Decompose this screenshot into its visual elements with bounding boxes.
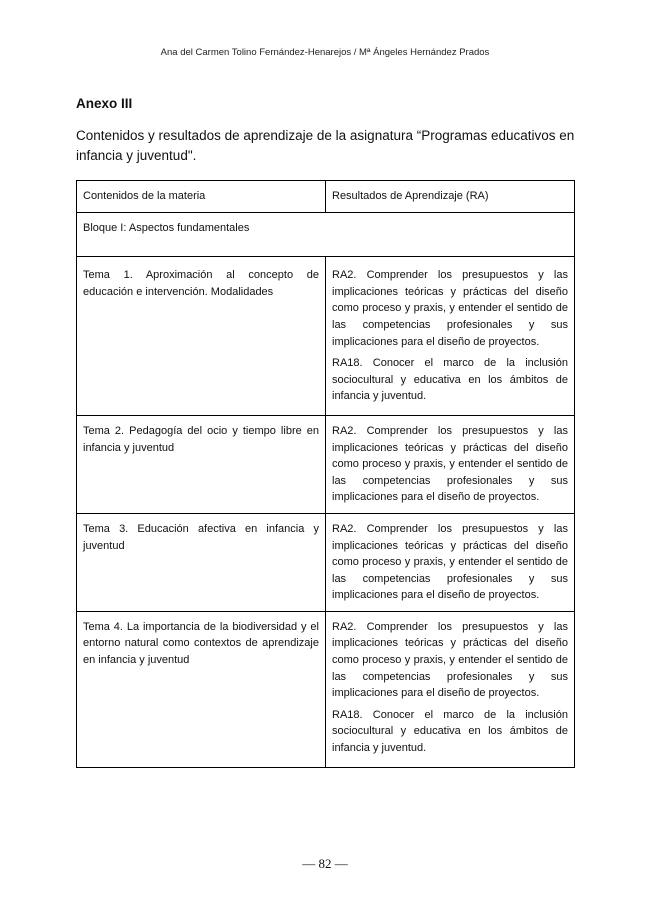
running-header: Ana del Carmen Tolino Fernández-Henarejos / Mª Ángeles Hernández Prados xyxy=(160,47,490,58)
outcome-text: RA18. Conocer el marco de la inclusión sociocultural y educativa en los ámbitos de infancia y juventud. xyxy=(332,357,568,403)
outcome-text: RA2. Comprender los presupuestos y las implicaciones teóricas y prácticas del diseño como proceso y praxis, y entender el sentido de las competencias profesionales y sus implicaciones para el diseño de proyectos. xyxy=(332,269,568,348)
table-row xyxy=(77,611,575,767)
topic-cell xyxy=(77,257,326,416)
table-row xyxy=(77,513,575,611)
block-row xyxy=(77,212,575,257)
column-header-contents: Contenidos de la materia xyxy=(77,181,326,213)
table-header-row xyxy=(77,181,575,213)
outcomes-cell xyxy=(326,611,575,767)
outcome-text: RA18. Conocer el marco de la inclusión sociocultural y educativa en los ámbitos de infancia y juventud. xyxy=(332,708,568,755)
outcomes-cell xyxy=(326,257,575,416)
table-row xyxy=(77,257,575,416)
topic-cell xyxy=(77,415,326,513)
block-label: Bloque I: Aspectos fundamentales xyxy=(77,212,575,257)
contents-table xyxy=(76,180,575,768)
outcome-text: RA2. Comprender los presupuestos y las implicaciones teóricas y prácticas del diseño como proceso y praxis, y entender el sentido de las competencias profesionales y sus implicaciones para el diseño de proyectos. xyxy=(332,424,568,504)
topic-text: Tema 2. Pedagogía del ocio y tiempo libre en infancia y juventud xyxy=(83,424,319,454)
outcomes-cell xyxy=(326,415,575,513)
topic-cell xyxy=(77,513,326,611)
table-row xyxy=(77,415,575,513)
outcome-text: RA2. Comprender los presupuestos y las implicaciones teóricas y prácticas del diseño como proceso y praxis, y entender el sentido de las competencias profesionales y sus implicaciones para el diseño de proyectos. xyxy=(332,620,568,700)
topic-cell xyxy=(77,611,326,767)
table-caption: Contenidos y resultados de aprendizaje de la asignatura “Programas educativos en infancia y juventud". xyxy=(76,128,575,163)
topic-text: Tema 3. Educación afectiva en infancia y juventud xyxy=(83,522,319,552)
annex-title: Anexo III xyxy=(76,96,133,111)
column-header-outcomes: Resultados de Aprendizaje (RA) xyxy=(326,181,575,213)
outcomes-cell xyxy=(326,513,575,611)
outcome-text: RA2. Comprender los presupuestos y las implicaciones teóricas y prácticas del diseño como proceso y praxis, y entender el sentido de las competencias profesionales y sus implicaciones para el diseño de proyectos. xyxy=(332,522,568,602)
topic-text: Tema 4. La importancia de la biodiversidad y el entorno natural como contextos de aprendizaje en infancia y juventud xyxy=(83,620,319,667)
topic-text: Tema 1. Aproximación al concepto de educación e intervención. Modalidades xyxy=(83,269,319,298)
page-number: — 82 — xyxy=(302,856,348,871)
